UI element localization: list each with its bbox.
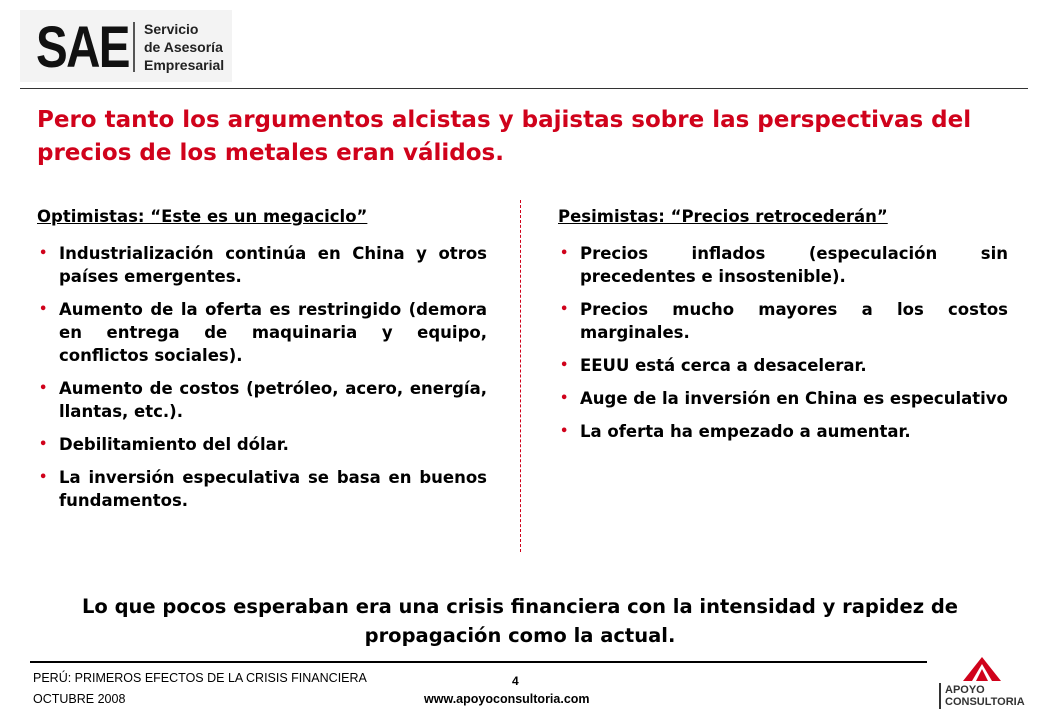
optimists-item: • Debilitamiento del dólar. <box>37 433 487 456</box>
optimists-item: • Industrialización continúa en China y otros países emergentes. <box>37 242 487 288</box>
sae-logo <box>20 10 232 82</box>
optimists-item: • Aumento de la oferta es restringido (demora en entrega de maquinaria y equipo, conflictos sociales). <box>37 298 487 367</box>
pessimists-item: • La oferta ha empezado a aumentar. <box>558 420 1008 443</box>
pessimists-item: • EEUU está cerca a desacelerar. <box>558 354 1008 377</box>
logo-line-1: Servicio <box>144 21 199 37</box>
logo-line-3: Empresarial <box>144 57 225 73</box>
pessimists-item: • Precios mucho mayores a los costos marginales. <box>558 298 1008 344</box>
conclusion-text: Lo que pocos esperaban era una crisis financiera con la intensidad y rapidez de propagación como la actual. <box>81 595 959 647</box>
apoyo-logo-text <box>945 684 1025 708</box>
header-rule <box>20 88 1028 89</box>
optimists-list <box>37 242 487 512</box>
apoyo-brand-line-1: APOYO <box>945 684 985 696</box>
slide-title: Pero tanto los argumentos alcistas y bajistas sobre las perspectivas del precios de los metales eran válidos. <box>37 107 972 166</box>
footer-rule <box>30 661 927 663</box>
footer-date: OCTUBRE 2008 <box>33 692 126 706</box>
pessimists-list <box>558 242 1008 443</box>
optimists-column <box>37 205 487 522</box>
logo-divider <box>133 22 135 72</box>
optimists-item: • Aumento de costos (petróleo, acero, energía, llantas, etc.). <box>37 377 487 423</box>
apoyo-brand-line-2: CONSULTORIA <box>945 696 1025 708</box>
optimists-item: • La inversión especulativa se basa en buenos fundamentos. <box>37 466 487 512</box>
column-divider <box>520 200 521 552</box>
optimists-heading: Optimistas: “Este es un megaciclo” <box>37 207 368 226</box>
logo-acronym: SAE <box>36 15 129 80</box>
pessimists-item: • Auge de la inversión en China es especulativo <box>558 387 1008 410</box>
logo-line-2: de Asesoría <box>144 39 223 55</box>
pessimists-item: • Precios inflados (especulación sin precedentes e insostenible). <box>558 242 1008 288</box>
apoyo-logo-icon <box>962 656 1002 682</box>
pessimists-column <box>558 205 1008 453</box>
page-number: 4 <box>512 674 519 688</box>
logo-text <box>144 20 224 74</box>
apoyo-logo-bar <box>939 683 941 709</box>
pessimists-heading: Pesimistas: “Precios retrocederán” <box>558 207 888 226</box>
website-url[interactable]: www.apoyoconsultoria.com <box>424 692 590 706</box>
footer-title: PERÚ: PRIMEROS EFECTOS DE LA CRISIS FINANCIERA <box>33 671 367 685</box>
